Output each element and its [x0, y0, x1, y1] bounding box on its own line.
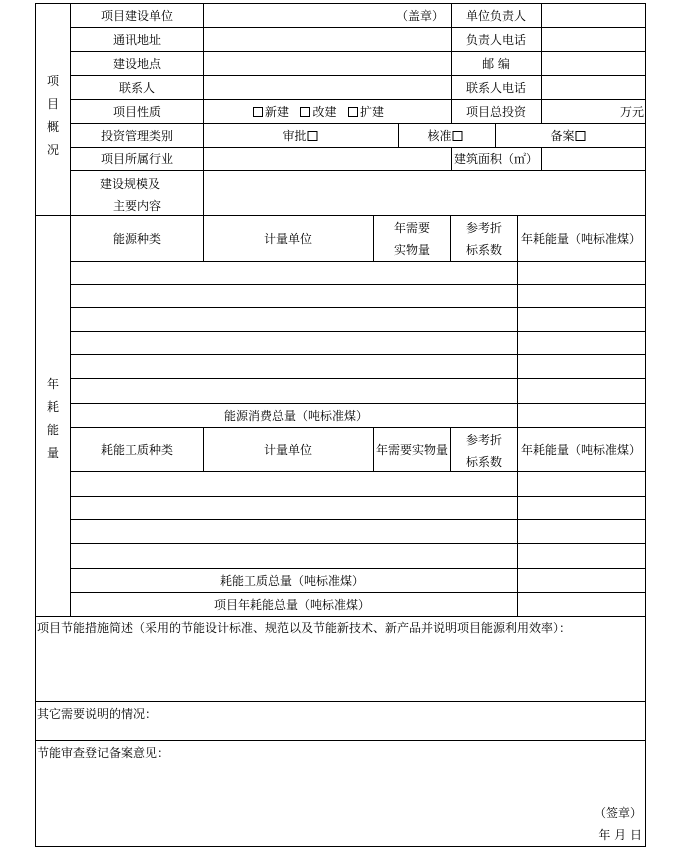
medium-type-header: 耗能工质种类 — [100, 443, 174, 457]
contact-phone-label: 联系人电话 — [465, 81, 527, 95]
expansion-option[interactable]: 扩建 — [348, 105, 384, 119]
scale-label-line2: 主要内容 — [112, 199, 162, 213]
coef-header-line1: 参考折 — [465, 221, 503, 235]
coef-header-2-line1: 参考折 — [465, 433, 503, 447]
section-label-char: 目 — [46, 97, 59, 111]
unit-leader-label: 单位负责人 — [465, 9, 527, 23]
unit-header: 计量单位 — [263, 232, 313, 246]
contact-label: 联系人 — [118, 81, 156, 95]
section-label-char: 年 — [46, 377, 59, 391]
checkbox-icon — [348, 107, 358, 117]
postcode-label: 邮 编 — [482, 57, 510, 71]
review-opinion-label: 节能审查登记备案意见： — [37, 746, 170, 760]
checkbox-icon — [308, 131, 318, 141]
energy-measures-label: 项目节能措施简述（采用的节能设计标准、规范以及节能新技术、新产品并说明项目能源利用效率）： — [37, 621, 572, 635]
coef-header-line2: 标系数 — [465, 243, 503, 257]
building-area-label: 建筑面积（㎡） — [453, 152, 539, 166]
total-consumption-label: 能源消费总量（吨标准煤） — [223, 409, 369, 423]
total-investment-label: 项目总投资 — [465, 105, 527, 119]
nature-label: 项目性质 — [112, 105, 162, 119]
checkbox-icon — [253, 107, 263, 117]
checkbox-icon — [576, 131, 586, 141]
section-label-char: 量 — [46, 446, 59, 460]
annual-energy-header-2: 年耗能量（吨标准煤） — [520, 443, 642, 457]
section-label-char: 能 — [46, 423, 59, 437]
section-label-char: 耗 — [46, 400, 59, 414]
other-notes-label: 其它需要说明的情况： — [37, 707, 158, 721]
renovation-option[interactable]: 改建 — [300, 105, 336, 119]
approval-option[interactable]: 审批 — [282, 129, 319, 143]
checkbox-icon — [300, 107, 310, 117]
section-label-char: 况 — [46, 143, 59, 157]
construction-unit-label: 项目建设单位 — [100, 9, 174, 23]
section-label-char: 概 — [46, 120, 59, 134]
checkbox-icon — [453, 131, 463, 141]
new-build-option[interactable]: 新建 — [253, 105, 289, 119]
leader-phone-label: 负责人电话 — [465, 33, 527, 47]
unit-header-2: 计量单位 — [263, 443, 313, 457]
scale-label-line1: 建设规模及 — [99, 177, 161, 191]
section-label-char: 项 — [46, 74, 59, 88]
site-label: 建设地点 — [112, 57, 162, 71]
investment-mgmt-label: 投资管理类别 — [100, 129, 174, 143]
medium-total-label: 耗能工质总量（吨标准煤） — [219, 574, 365, 588]
energy-type-header: 能源种类 — [112, 232, 162, 246]
verification-option[interactable]: 核准 — [427, 129, 464, 143]
industry-label: 项目所属行业 — [100, 152, 174, 166]
annual-qty-header-line1: 年需要 — [393, 221, 431, 235]
annual-qty-header-2: 年需要实物量 — [375, 443, 449, 457]
filing-option[interactable]: 备案 — [550, 129, 587, 143]
nature-options — [253, 105, 384, 119]
annual-total-label: 项目年耗能总量（吨标准煤） — [213, 598, 371, 612]
annual-energy-header: 年耗能量（吨标准煤） — [520, 232, 642, 246]
coef-header-2-line2: 标系数 — [465, 455, 503, 469]
signature-seal-label: （签章） — [593, 806, 642, 820]
annual-qty-header-line2: 实物量 — [393, 243, 431, 257]
seal-note: （盖章） — [395, 9, 444, 23]
currency-unit: 万元 — [619, 105, 644, 119]
date-label: 年 月 日 — [598, 828, 642, 842]
address-label: 通讯地址 — [112, 33, 162, 47]
